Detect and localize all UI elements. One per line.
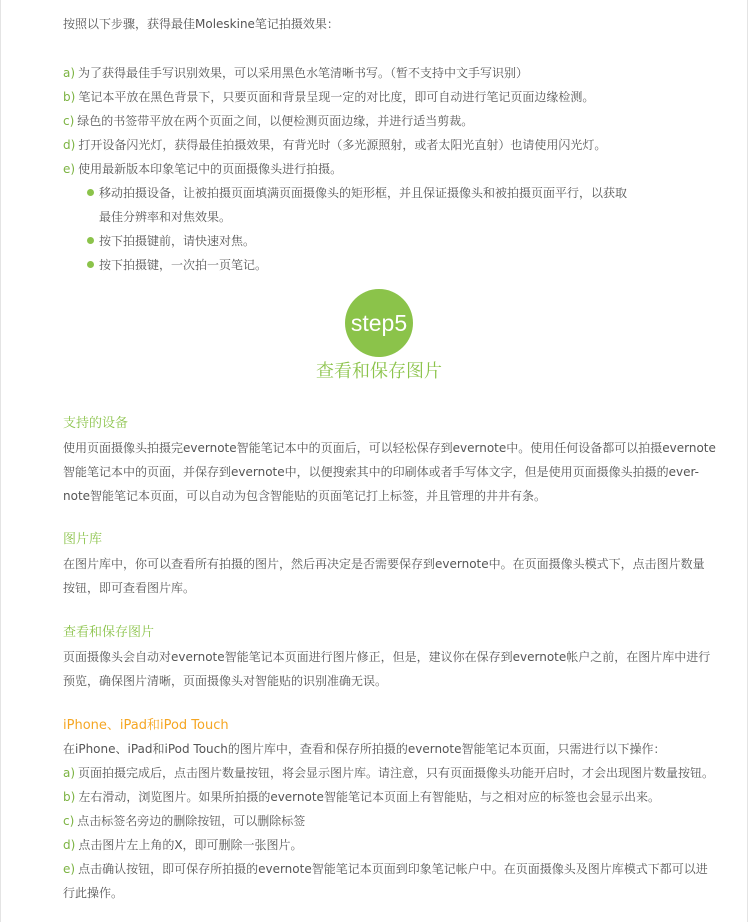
tip-item: [63, 113, 473, 129]
ios-intro: 在iPhone、iPad和iPod Touch的图片库中，查看和保存所拍摄的evernote智能笔记本页面，只需进行以下操作：: [63, 742, 666, 756]
tip-marker: b): [63, 90, 76, 104]
tip-item: [63, 137, 606, 153]
tip-marker: d): [63, 138, 76, 152]
step-text: 左右滑动，浏览图片。如果所拍摄的evernote智能笔记本页面上有智能贴，与之相对应的标签也会显示出来。: [78, 790, 660, 804]
tip-marker: e): [63, 162, 76, 176]
bullet-text: 按下拍摄键，一次拍一页笔记。: [99, 258, 268, 272]
section-paragraph: [63, 436, 716, 508]
section-heading: 支持的设备: [63, 416, 129, 431]
tip-item: [63, 65, 528, 81]
bullet-dot-icon: [87, 189, 94, 196]
section-heading: 图片库: [63, 532, 103, 547]
tip-marker: a): [63, 66, 76, 80]
step-marker: d): [63, 838, 76, 852]
step-marker: b): [63, 790, 76, 804]
tip-item: [63, 89, 594, 105]
paragraph-line: 在图片库中，你可以查看所有拍摄的图片，然后再决定是否需要保存到evernote中。在页面摄像头模式下，点击图片数量: [63, 557, 705, 571]
ios-step: [63, 765, 714, 781]
tip-marker: c): [63, 114, 75, 128]
bullet-dot-icon: [87, 261, 94, 268]
paragraph-line: 预览，确保图片清晰，页面摄像头对智能贴的识别准确无误。: [63, 674, 388, 688]
ios-heading: iPhone、iPad和iPod Touch: [63, 718, 229, 733]
step-title: 查看和保存图片: [316, 361, 442, 382]
bullet-dot-icon: [87, 237, 94, 244]
section-paragraph: [63, 645, 711, 693]
step-marker: e): [63, 862, 76, 876]
step-text: 点击图片左上角的X，即可删除一张图片。: [78, 838, 303, 852]
tip-item: [63, 161, 342, 177]
tip-text: 笔记本平放在黑色背景下，只要页面和背景呈现一定的对比度，即可自动进行笔记页面边缘检测。: [78, 90, 595, 104]
step-text: 页面拍摄完成后，点击图片数量按钮，将会显示图片库。请注意，只有页面摄像头功能开启时，才会出现图片数量按钮。: [78, 766, 715, 780]
paragraph-line: 按钮，即可查看图片库。: [63, 581, 196, 595]
paragraph-line: 页面摄像头会自动对evernote智能笔记本页面进行图片修正，但是，建议你在保存到evernote帐户之前，在图片库中进行: [63, 650, 711, 664]
ios-step: [63, 861, 708, 877]
tip-text: 绿色的书签带平放在两个页面之间，以便检测页面边缘，并进行适当剪裁。: [77, 114, 474, 128]
tip-text: 打开设备闪光灯，获得最佳拍摄效果，有背光时（多光源照射，或者太阳光直射）也请使用闪光灯。: [78, 138, 607, 152]
intro-text: 按照以下步骤，获得最佳Moleskine笔记拍摄效果：: [63, 17, 339, 31]
ios-step: [63, 813, 305, 829]
section-paragraph: [63, 552, 707, 600]
paragraph-line: 智能笔记本中的页面，并保存到evernote中，以便搜索其中的印刷体或者手写体文字，但是使用页面摄像头拍摄的ever-: [63, 465, 699, 479]
ios-step-continuation: 行此操作。: [63, 886, 124, 900]
step-text: 点击标签名旁边的删除按钮，可以删除标签: [77, 814, 306, 828]
bullet-text: 移动拍摄设备，让被拍摄页面填满页面摄像头的矩形框，并且保证摄像头和被拍摄页面平行，以获取: [99, 186, 628, 200]
section-heading: 查看和保存图片: [63, 625, 155, 640]
step-badge: step5: [345, 289, 413, 357]
ios-step: [63, 789, 660, 805]
ios-step: [63, 837, 303, 853]
step-marker: c): [63, 814, 75, 828]
bullet-text: 按下拍摄键前，请快速对焦。: [99, 234, 256, 248]
bullet-text: 最佳分辨率和对焦效果。: [99, 210, 232, 224]
tip-text: 为了获得最佳手写识别效果，可以采用黑色水笔清晰书写。（暂不支持中文手写识别）: [78, 66, 529, 80]
paragraph-line: 使用页面摄像头拍摄完evernote智能笔记本中的页面后，可以轻松保存到evernote中。使用任何设备都可以拍摄evernote: [63, 441, 716, 455]
step-marker: a): [63, 766, 76, 780]
paragraph-line: note智能笔记本页面，可以自动为包含智能贴的页面笔记打上标签，并且管理的井井有条。: [63, 489, 547, 503]
step-text: 点击确认按钮，即可保存所拍摄的evernote智能笔记本页面到印象笔记帐户中。在页面摄像头及图片库模式下都可以进: [78, 862, 708, 876]
tip-text: 使用最新版本印象笔记中的页面摄像头进行拍摄。: [78, 162, 343, 176]
